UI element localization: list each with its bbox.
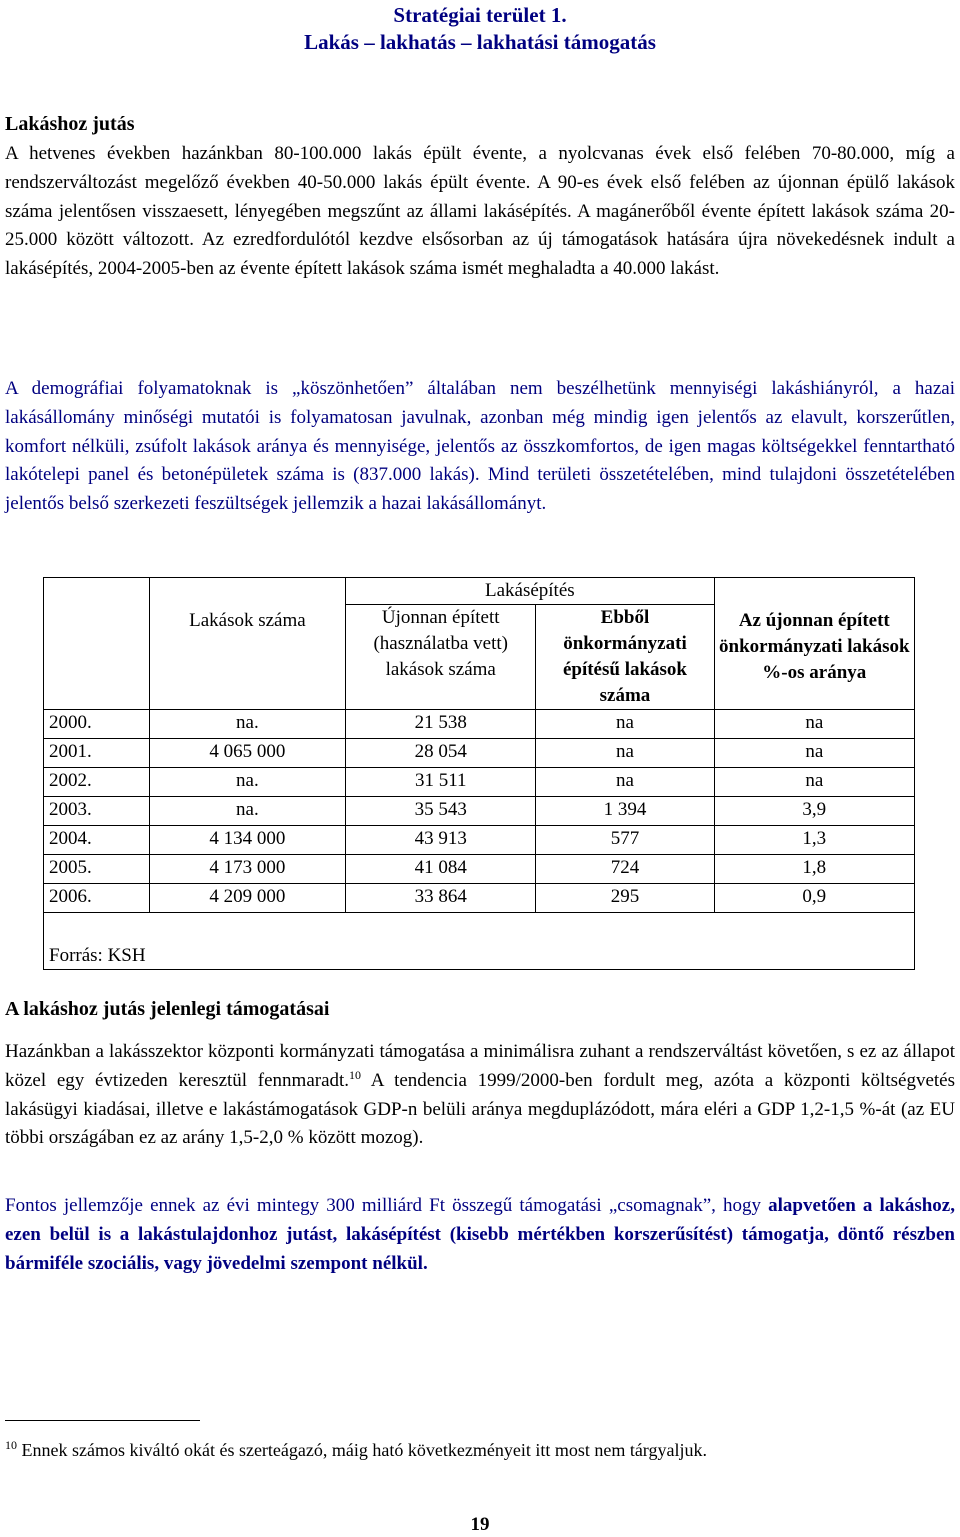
footnote bbox=[5, 1438, 707, 1462]
footnote-divider bbox=[5, 1420, 200, 1421]
table-cell-year: 2000. bbox=[44, 710, 150, 739]
table-cell-ujonnan: 43 913 bbox=[346, 826, 536, 855]
table-cell-lakasok: 4 134 000 bbox=[149, 826, 345, 855]
table-cell-onkorm: 1 394 bbox=[536, 797, 714, 826]
table-cell-year: 2003. bbox=[44, 797, 150, 826]
table-row bbox=[44, 797, 915, 826]
table-row bbox=[44, 884, 915, 913]
table-cell-ujonnan: 41 084 bbox=[346, 855, 536, 884]
table-cell-lakasok: na. bbox=[149, 710, 345, 739]
table-cell-year: 2002. bbox=[44, 768, 150, 797]
table-cell-onkorm: 724 bbox=[536, 855, 714, 884]
footnote-number: 10 bbox=[5, 1438, 17, 1452]
paragraph-kozponti-tamogatas-text-b: A tendencia 1999/2000-ben fordult meg, azóta a központi költségvetés lakásügyi kiadásai, illetve e lakástámogatások GDP-n belüli aránya megduplázódott, mára eléri a GDP 1,2-1,5 %-át (az EU többi országában ez az arány 1,5-2,0 % között mozog). bbox=[5, 1069, 955, 1149]
table-header-year bbox=[44, 578, 150, 710]
table-cell-arany: na bbox=[714, 739, 914, 768]
table-cell-arany: 3,9 bbox=[714, 797, 914, 826]
table-source: Forrás: KSH bbox=[44, 913, 915, 970]
table-cell-onkorm: na bbox=[536, 739, 714, 768]
table-cell-onkorm: 295 bbox=[536, 884, 714, 913]
table-cell-arany: 0,9 bbox=[714, 884, 914, 913]
paragraph-demografiai: A demográfiai folyamatoknak is „köszönhetően” általában nem beszélhetünk mennyiségi lakáshiányról, a hazai lakásállomány minőségi mutatói is folyamatosan javulnak, azonban még mindig igen jelentős az elavult, korszerűtlen, komfort nélküli, zsúfolt lakások aránya és mennyisége, jelentős az összkomfortos, de igen magas költségekkel fenntartható lakótelepi panel és betonépületek száma is (837.000 lakás). Mind területi összetételében, mind tulajdoni összetételében jelentős belső szerkezeti feszültségek jellemzik a hazai lakásállományt. bbox=[5, 378, 955, 515]
table-cell-arany: 1,8 bbox=[714, 855, 914, 884]
table-cell-year: 2006. bbox=[44, 884, 150, 913]
table-header-row-1 bbox=[44, 578, 915, 605]
table-header-ujonnan: Újonnan épített (használatba vett) lakások száma bbox=[346, 605, 536, 710]
housing-construction-table bbox=[43, 577, 915, 970]
table-cell-lakasok: 4 065 000 bbox=[149, 739, 345, 768]
table-cell-lakasok: 4 173 000 bbox=[149, 855, 345, 884]
table-cell-arany: 1,3 bbox=[714, 826, 914, 855]
paragraph-csomag-text: Fontos jellemzője ennek az évi mintegy 300 milliárd Ft összegű támogatási „csomagnak”, hogy bbox=[5, 1195, 769, 1216]
paragraph-lakasepites-history: A hetvenes években hazánkban 80-100.000 lakás épült évente, a nyolcvanas évek első felében 70-80.000, míg a rendszerváltozást megelőző években 40-50.000 lakás épült évente. A 90-es évek első felében az újonnan épülő lakások száma jelentősen visszaesett, lényegében megszűnt az állami lakásépítés. A magánerőből évente épített lakások száma 20-25.000 között változott. Az ezredfordulótól kezdve elsősorban az új támogatások hatására újra növekedésnek indult a lakásépítés, 2004-2005-ben az évente épített lakások száma ismét meghaladta a 40.000 lakást. bbox=[5, 143, 955, 280]
table-cell-arany: na bbox=[714, 768, 914, 797]
table-header-onkorm: Ebből önkormányzati építésű lakások száma bbox=[536, 605, 714, 710]
table-cell-ujonnan: 28 054 bbox=[346, 739, 536, 768]
table-cell-ujonnan: 21 538 bbox=[346, 710, 536, 739]
table-cell-onkorm: 577 bbox=[536, 826, 714, 855]
table-cell-arany: na bbox=[714, 710, 914, 739]
table-cell-year: 2001. bbox=[44, 739, 150, 768]
footnote-text: Ennek számos kiváltó okát és szerteágazó, máig ható következményeit itt most nem tárgyaljuk. bbox=[17, 1440, 707, 1460]
section-heading-tamogatasai: A lakáshoz jutás jelenlegi támogatásai bbox=[5, 998, 330, 1020]
table-cell-ujonnan: 31 511 bbox=[346, 768, 536, 797]
table-cell-year: 2005. bbox=[44, 855, 150, 884]
paragraph-kozponti-tamogatas-text-a: Hazánkban a lakásszektor központi kormányzati támogatása a minimálisra zuhant a rendszerváltást követően, s ez az állapot közel egy évtizeden keresztül fennmaradt. bbox=[5, 1041, 955, 1091]
table-cell-lakasok: 4 209 000 bbox=[149, 884, 345, 913]
table-cell-year: 2004. bbox=[44, 826, 150, 855]
table-cell-ujonnan: 35 543 bbox=[346, 797, 536, 826]
table-row bbox=[44, 855, 915, 884]
section-heading-lakashoz-jutas: Lakáshoz jutás bbox=[5, 113, 135, 135]
table-row bbox=[44, 768, 915, 797]
table-cell-lakasok: na. bbox=[149, 797, 345, 826]
table-cell-lakasok: na. bbox=[149, 768, 345, 797]
footnote-ref-10[interactable]: 10 bbox=[349, 1067, 362, 1082]
table-header-lakasepites: Lakásépítés bbox=[346, 578, 715, 605]
paragraph-csomag bbox=[5, 1192, 955, 1278]
paragraph-kozponti-tamogatas bbox=[5, 1038, 955, 1153]
table-cell-onkorm: na bbox=[536, 768, 714, 797]
table-header-lakasok-szama: Lakások száma bbox=[149, 578, 345, 710]
table-cell-onkorm: na bbox=[536, 710, 714, 739]
table-row bbox=[44, 739, 915, 768]
table-header-arany: Az újonnan épített önkormányzati lakások %-os aránya bbox=[714, 578, 914, 710]
table-row bbox=[44, 826, 915, 855]
table-row bbox=[44, 710, 915, 739]
title-line-2: Lakás – lakhatás – lakhatási támogatás bbox=[304, 30, 656, 54]
title-line-1: Stratégiai terület 1. bbox=[393, 3, 567, 27]
page-number: 19 bbox=[470, 1514, 490, 1535]
table-source-row bbox=[44, 913, 915, 970]
table-cell-ujonnan: 33 864 bbox=[346, 884, 536, 913]
paragraph-csomag-bold: alapvetően a lakáshoz, ezen belül is a lakástulajdonhoz jutást, lakásépítést (kisebb mértékben korszerűsítést) támogatja, döntő részben bármiféle szociális, vagy jövedelmi szempont nélkül. bbox=[5, 1195, 955, 1274]
